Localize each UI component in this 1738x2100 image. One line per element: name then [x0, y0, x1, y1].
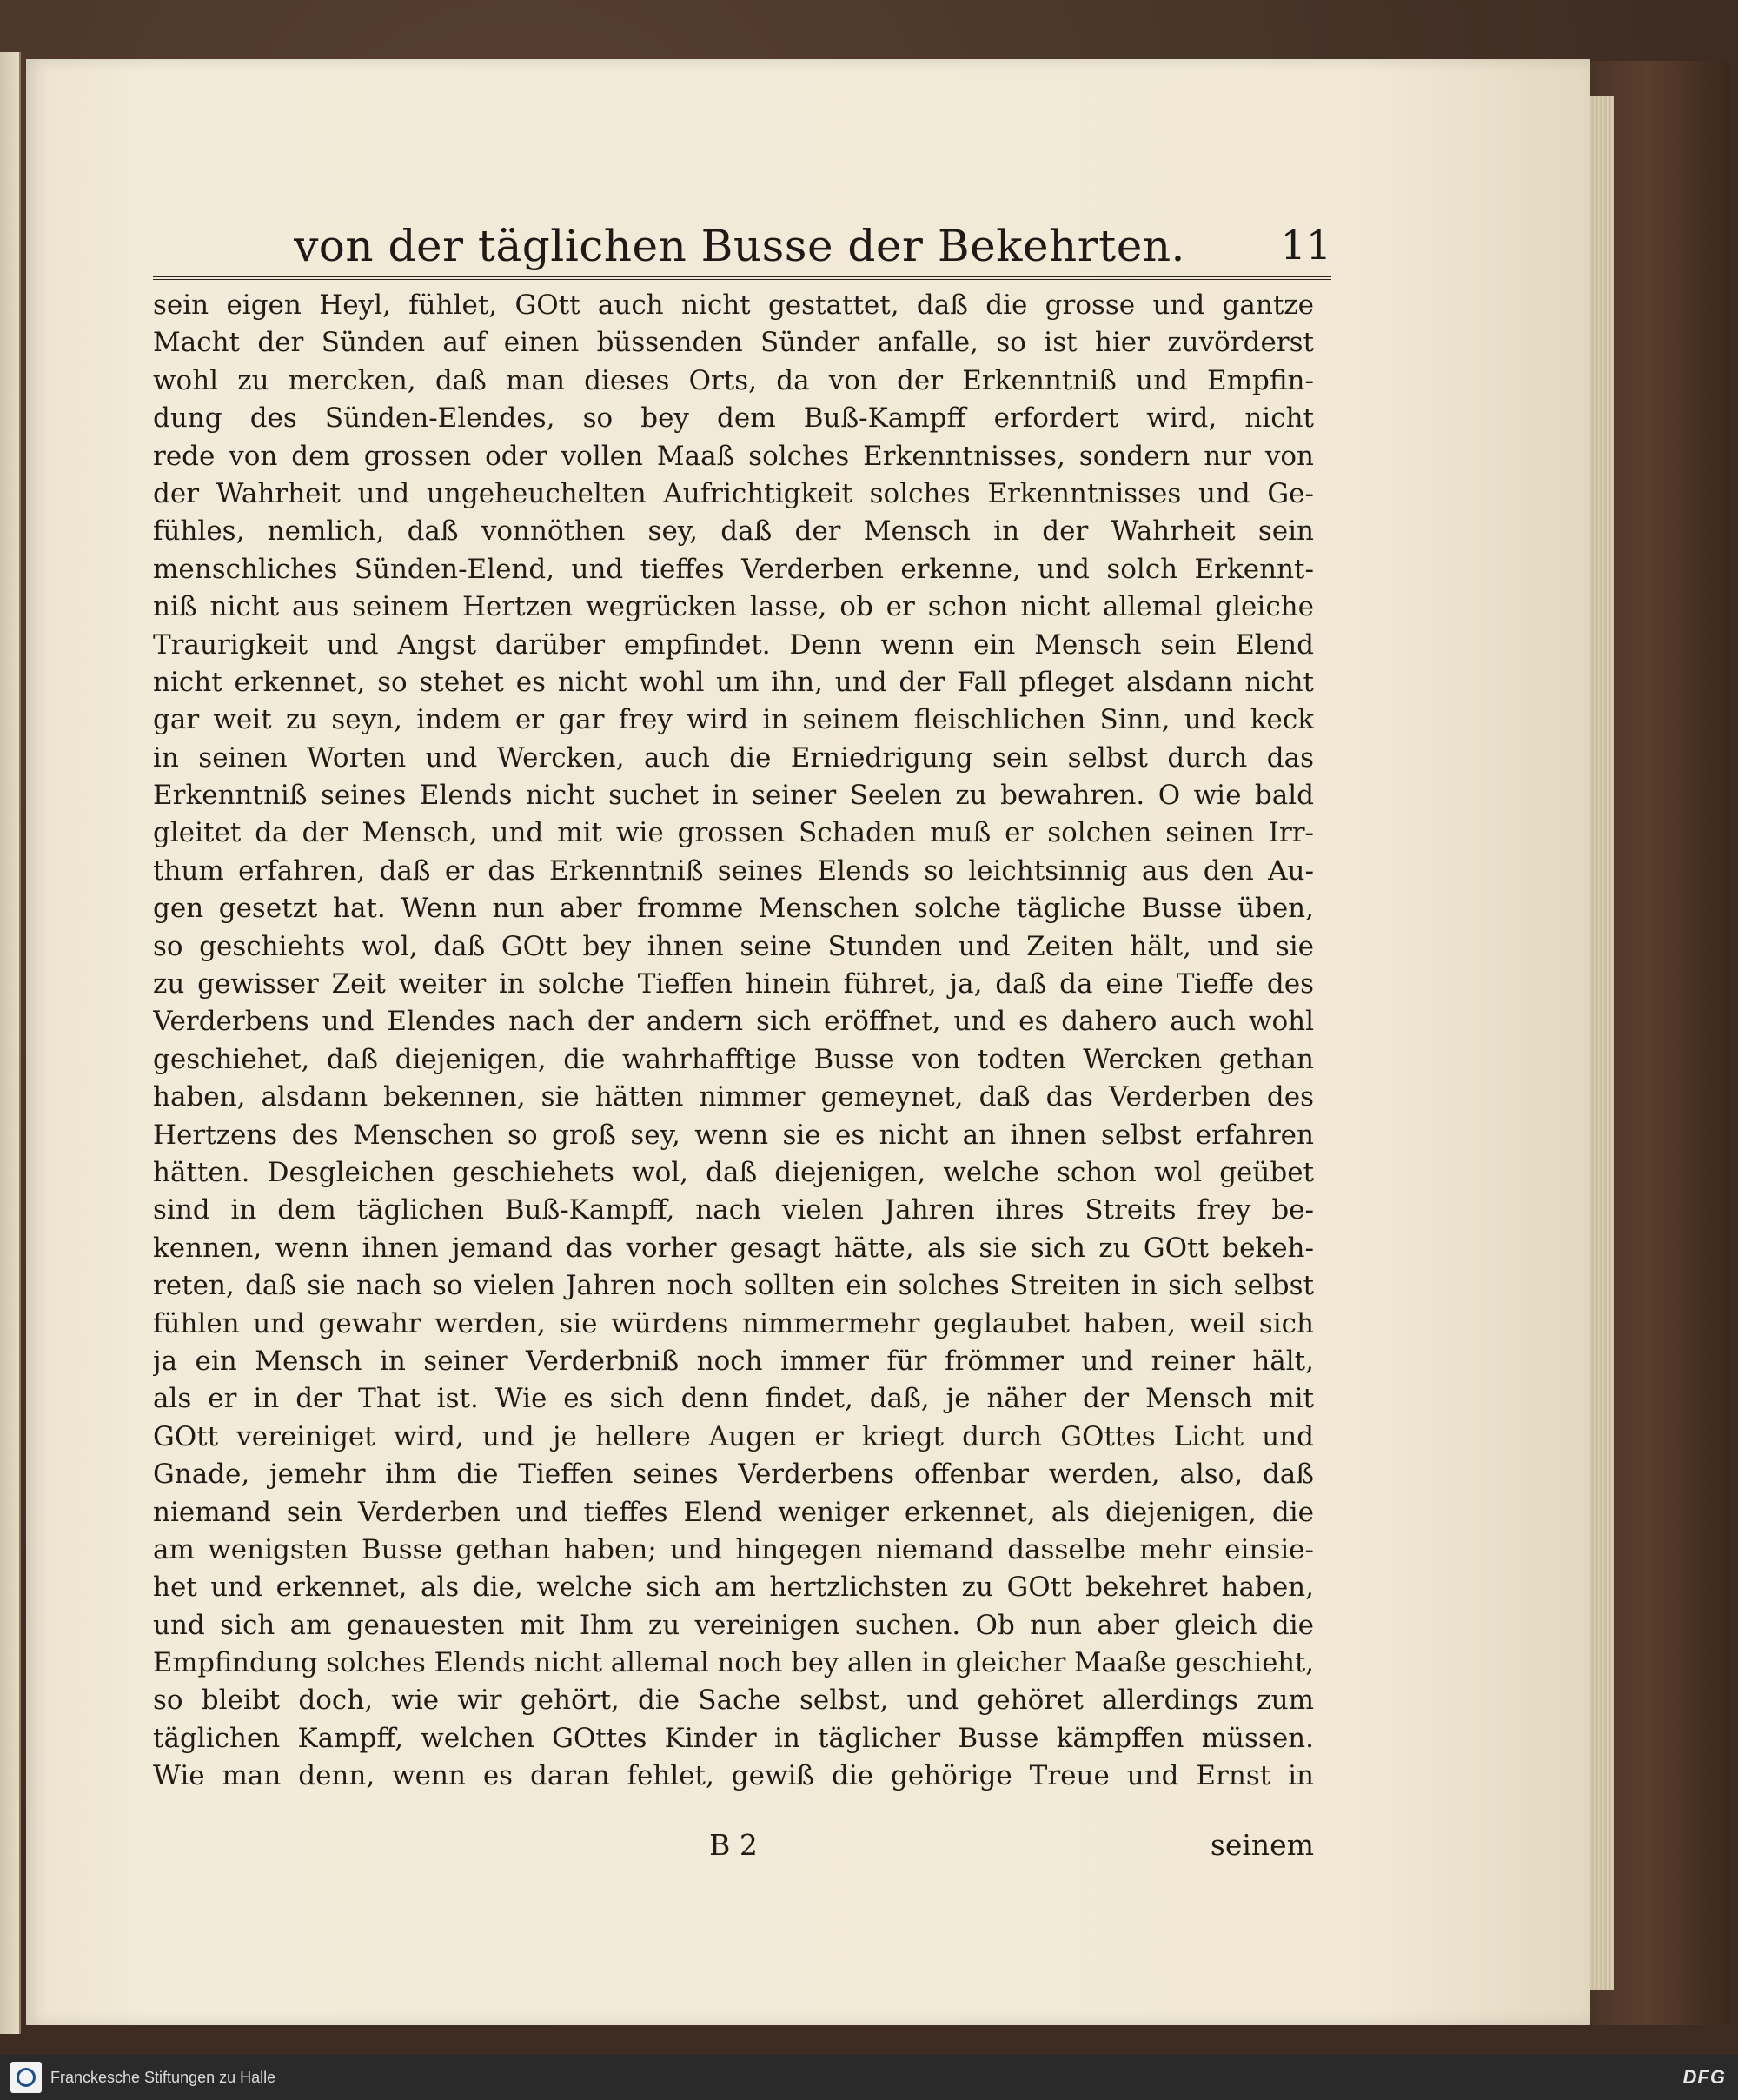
text-line: gleitet da der Mensch, und mit wie grossen Schaden muß er solchen seinen Irr-	[153, 817, 1314, 849]
text-line: kennen, wenn ihnen jemand das vorher gesagt hätte, als sie sich zu GOtt bekeh-	[153, 1232, 1314, 1264]
text-line: als er in der That ist. Wie es sich denn findet, daß, je näher der Mensch mit	[153, 1383, 1314, 1415]
facing-page-edge	[0, 52, 21, 2034]
text-line: sind in dem täglichen Buß-Kampff, nach vielen Jahren ihres Streits frey be-	[153, 1194, 1314, 1226]
text-line: gar weit zu seyn, indem er gar frey wird in seinem fleischlichen Sinn, und keck	[153, 704, 1314, 736]
text-line: menschliches Sünden-Elend, und tieffes Verderben erkenne, und solch Erkennt-	[153, 553, 1314, 585]
text-line: Wie man denn, wenn es daran fehlet, gewiß die gehörige Treue und Ernst in	[153, 1760, 1314, 1792]
text-line: sein eigen Heyl, fühlet, GOtt auch nicht gestattet, daß die grosse und gantze	[153, 289, 1314, 321]
text-line: Erkenntniß seines Elends nicht suchet in seiner Seelen zu bewahren. O wie bald	[153, 780, 1314, 812]
text-line: het und erkennet, als die, welche sich am hertzlichsten zu GOtt bekehret haben,	[153, 1572, 1314, 1604]
text-line: zu gewisser Zeit weiter in solche Tieffen hinein führet, ja, daß da eine Tieffe des	[153, 968, 1314, 1000]
text-line: fühles, nemlich, daß vonnöthen sey, daß der Mensch in der Wahrheit sein	[153, 515, 1314, 548]
text-line: rede von dem grossen oder vollen Maaß solches Erkenntnisses, sondern nur von	[153, 440, 1314, 472]
text-line: Gnade, jemehr ihm die Tieffen seines Verderbens offenbar werden, also, daß	[153, 1459, 1314, 1491]
text-line: reten, daß sie nach so vielen Jahren noch sollten ein solches Streiten in sich selbst	[153, 1270, 1314, 1302]
text-line: nicht erkennet, so stehet es nicht wohl um ihn, und der Fall pfleget alsdann nicht	[153, 666, 1314, 698]
text-line: niemand sein Verderben und tieffes Elend weniger erkennet, als diejenigen, die	[153, 1496, 1314, 1528]
text-line: fühlen und gewahr werden, sie würdens nimmermehr geglaubet haben, weil sich	[153, 1307, 1314, 1339]
text-line: der Wahrheit und ungeheuchelten Aufrichtigkeit solches Erkenntnisses und Ge-	[153, 477, 1314, 509]
text-line: ja ein Mensch in seiner Verderbniß noch immer für frömmer und reiner hält,	[153, 1345, 1314, 1377]
text-line: GOtt vereiniget wird, und je hellere Augen er kriegt durch GOttes Licht und	[153, 1420, 1314, 1452]
page-number: 11	[1280, 222, 1331, 269]
viewer-footer	[0, 2055, 1738, 2100]
text-line: Empfindung solches Elends nicht allemal noch bey allen in gleicher Maaße geschieht,	[153, 1648, 1314, 1679]
text-line: täglichen Kampff, welchen GOttes Kinder in täglicher Busse kämpffen müssen.	[153, 1722, 1314, 1754]
signature-line	[153, 1824, 1314, 1867]
text-line: thum erfahren, daß er das Erkenntniß seines Elends so leichtsinnig aus den Au-	[153, 854, 1314, 887]
text-line: hätten. Desgleichen geschiehets wol, daß diejenigen, welche schon wol geübet	[153, 1156, 1314, 1188]
running-title: von der täglichen Busse der Bekehrten.	[294, 221, 1185, 271]
logo-mark	[17, 2068, 36, 2087]
text-line: wohl zu mercken, daß man dieses Orts, da von der Erkenntniß und Empfin-	[153, 364, 1314, 396]
text-line: am wenigsten Busse gethan haben; und hingegen niemand dasselbe mehr einsie-	[153, 1533, 1314, 1565]
text-line: niß nicht aus seinem Hertzen wegrücken lasse, ob er schon nicht allemal gleiche	[153, 591, 1314, 623]
text-line: geschiehet, daß diejenigen, die wahrhafftige Busse von todten Wercken gethan	[153, 1043, 1314, 1075]
text-line: Verderbens und Elendes nach der andern sich eröffnet, und es dahero auch wohl	[153, 1006, 1314, 1038]
text-line: so geschiehts wol, daß GOtt bey ihnen seine Stunden und Zeiten hält, und sie	[153, 930, 1314, 962]
text-line: Hertzens des Menschen so groß sey, wenn sie es nicht an ihnen selbst erfahren	[153, 1119, 1314, 1151]
text-line: in seinen Worten und Wercken, auch die Erniedrigung sein selbst durch das	[153, 741, 1314, 774]
header-rule	[153, 276, 1331, 280]
institution-logo-icon	[10, 2062, 42, 2093]
text-line: dung des Sünden-Elendes, so bey dem Buß-Kampff erfordert wird, nicht	[153, 402, 1314, 435]
body-text	[153, 287, 1314, 1796]
text-line: gen gesetzt hat. Wenn nun aber fromme Menschen solche tägliche Busse üben,	[153, 893, 1314, 925]
text-line: Traurigkeit und Angst darüber empfindet. Denn wenn ein Mensch sein Elend	[153, 628, 1314, 661]
dfg-logo: DFG	[1682, 2066, 1726, 2088]
text-line: so bleibt doch, wie wir gehört, die Sache selbst, und gehöret allerdings zum	[153, 1685, 1314, 1717]
text-line: und sich am genauesten mit Ihm zu vereinigen suchen. Ob nun aber gleich die	[153, 1609, 1314, 1641]
text-line: Macht der Sünden auf einen büssenden Sünder anfalle, so ist hier zuvörderst	[153, 327, 1314, 359]
institution-label: Franckesche Stiftungen zu Halle	[50, 2069, 276, 2086]
catchword: seinem	[1210, 1828, 1314, 1862]
signature-mark: B 2	[709, 1828, 758, 1862]
text-line: haben, alsdann bekennen, sie hätten nimmer gemeynet, daß das Verderben des	[153, 1081, 1314, 1113]
